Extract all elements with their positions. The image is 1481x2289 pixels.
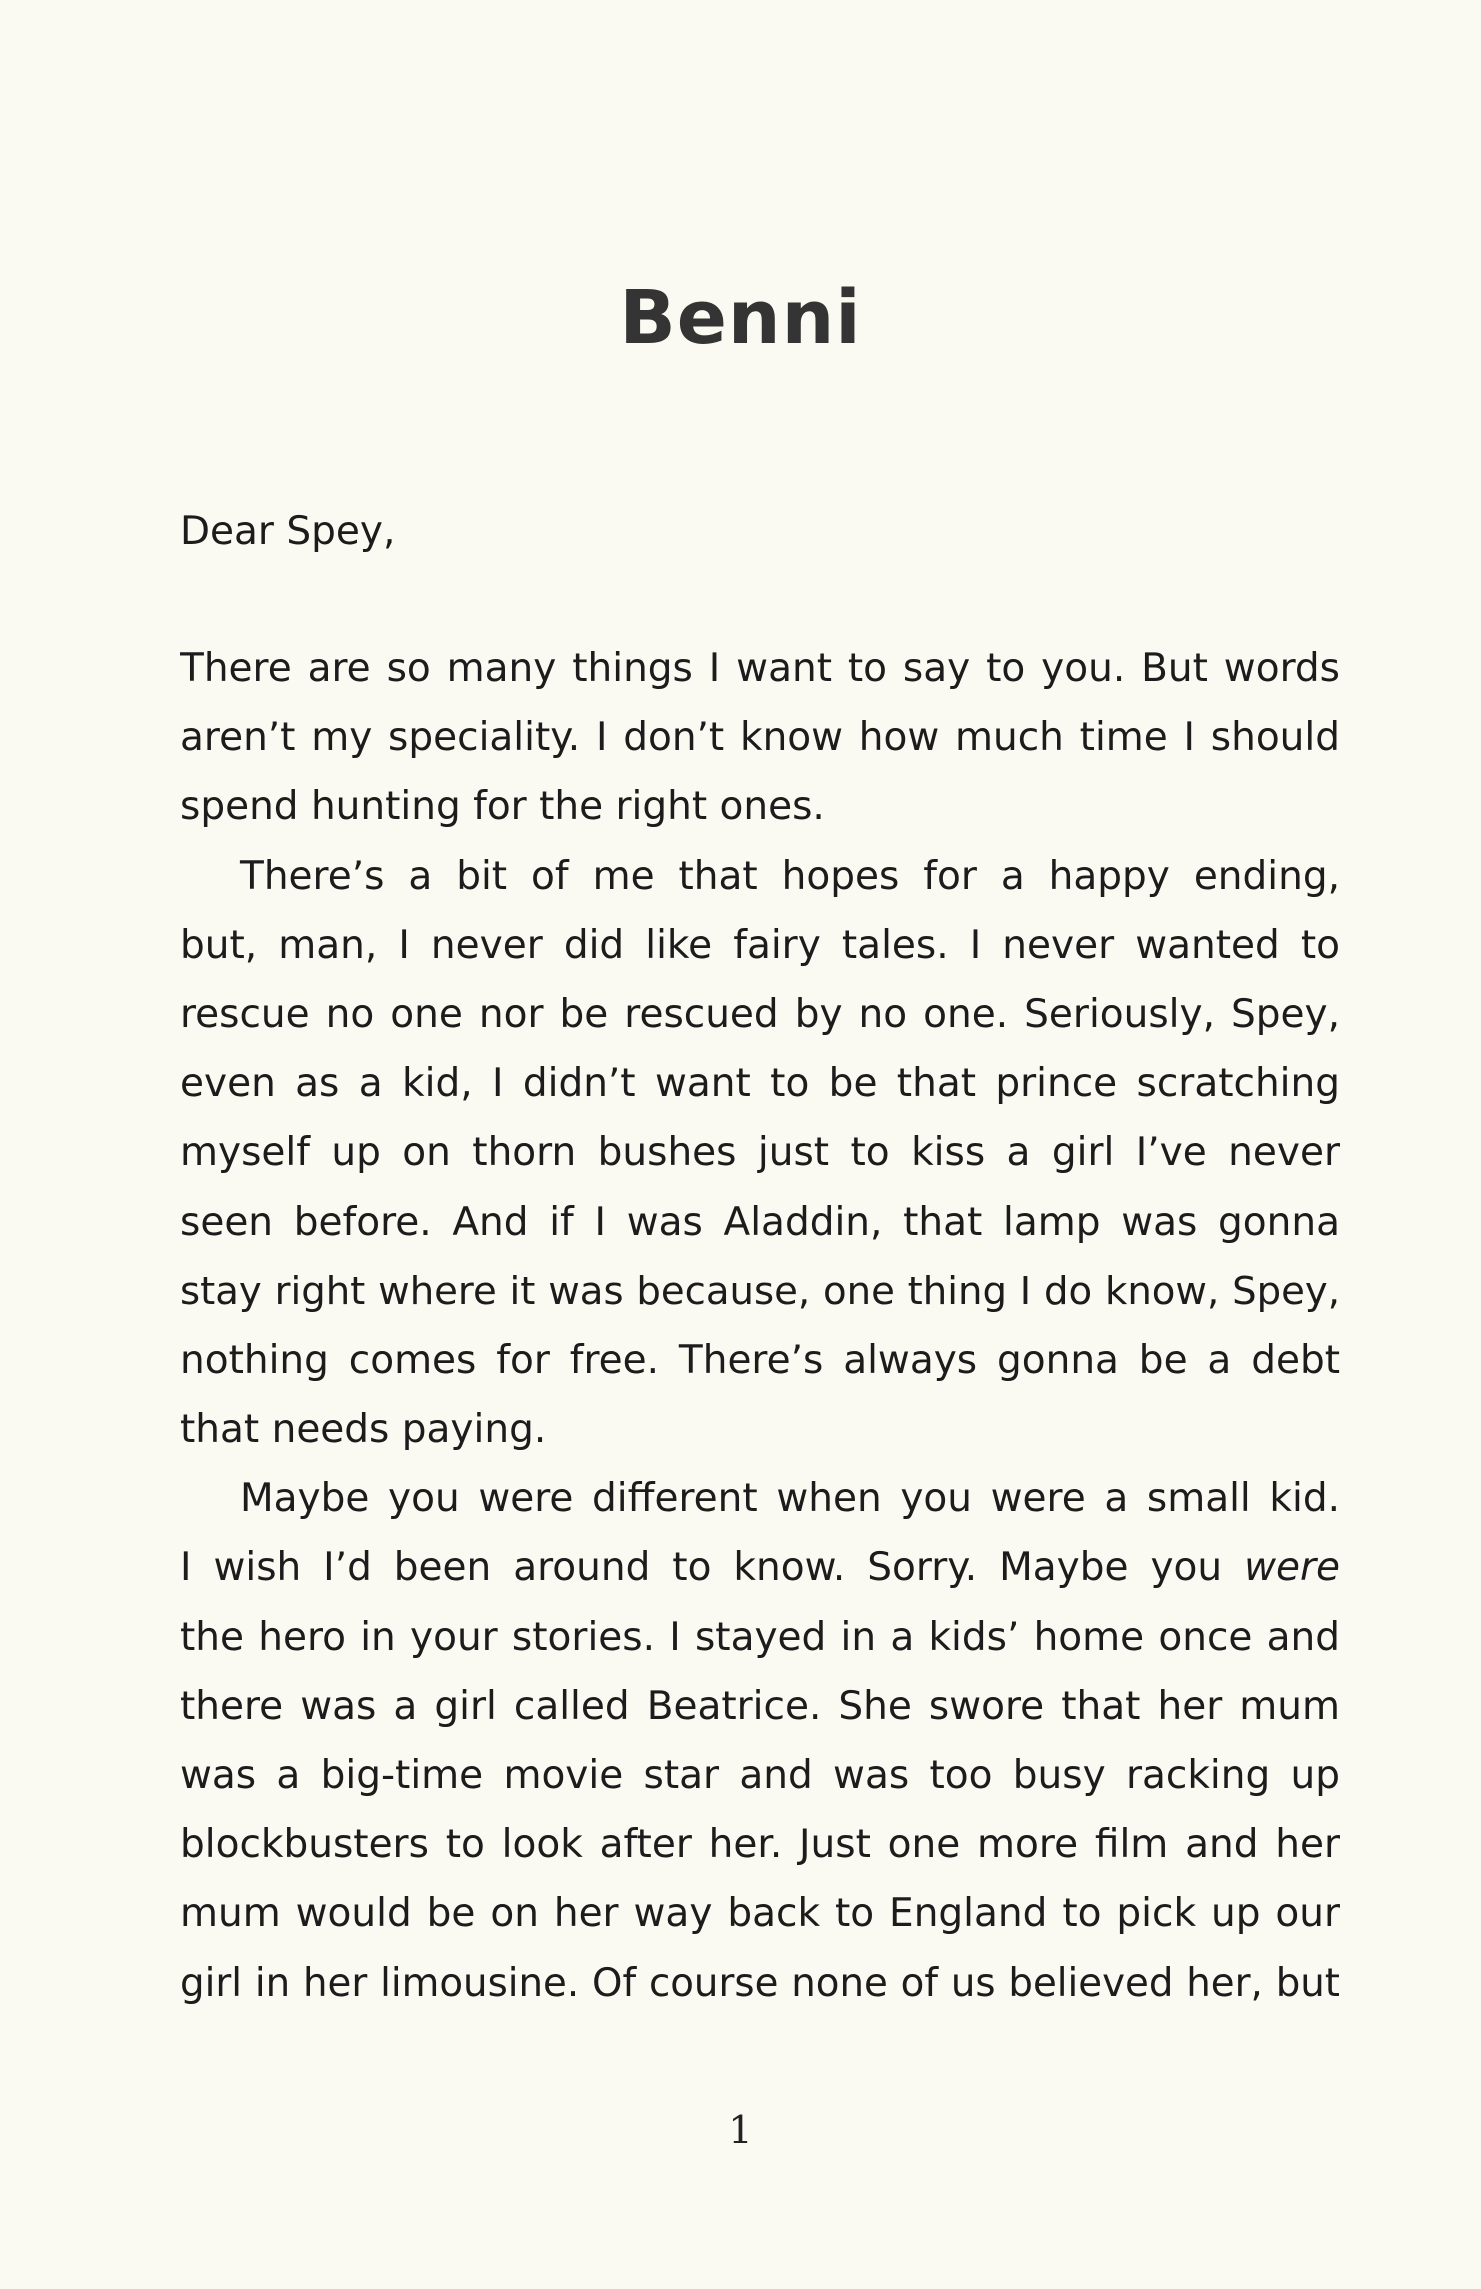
- text-line: that needs paying.: [180, 1407, 547, 1453]
- text-line: stay right where it was because, one thing I do know, Spey,: [180, 1268, 1340, 1314]
- text-line: There are so many things I want to say to you. But words: [180, 646, 1340, 691]
- text-line: there was a girl called Beatrice. She swore that her mum: [180, 1683, 1340, 1729]
- text-line: There’s a bit of me that hopes for a happy ending,: [240, 853, 1340, 899]
- letter-salutation: Dear Spey,: [180, 509, 396, 554]
- paragraph: [180, 634, 1340, 842]
- text-line: rescue no one nor be rescued by no one. Seriously, Spey,: [180, 991, 1340, 1037]
- text-line: aren’t my speciality. I don’t know how much time I should: [180, 715, 1340, 761]
- page-number: 1: [728, 2108, 753, 2152]
- text-line: girl in her limousine. Of course none of us believed her, but: [180, 1960, 1340, 2006]
- text-line: Maybe you were different when you were a small kid.: [240, 1476, 1340, 1522]
- text-line: was a big-time movie star and was too busy racking up: [180, 1753, 1340, 1798]
- paragraph: [180, 842, 1340, 1465]
- italic-emphasis: were: [1244, 1545, 1340, 1591]
- text-line: spend hunting for the right ones.: [180, 784, 825, 830]
- text-line: but, man, I never did like fairy tales. I never wanted to: [180, 922, 1340, 968]
- text-line: the hero in your stories. I stayed in a kids’ home once and: [180, 1614, 1340, 1660]
- text-line: [180, 1533, 1340, 1602]
- paragraph: [180, 1464, 1340, 2018]
- letter-body: [180, 634, 1340, 2018]
- text-line: seen before. And if I was Aladdin, that lamp was gonna: [180, 1199, 1340, 1245]
- text-line: blockbusters to look after her. Just one more film and her: [180, 1822, 1340, 1868]
- text-segment: I wish I’d been around to know. Sorry. Maybe you: [180, 1545, 1245, 1591]
- text-line: myself up on thorn bushes just to kiss a girl I’ve never: [180, 1130, 1340, 1176]
- chapter-title: Benni: [619, 275, 862, 361]
- text-line: nothing comes for free. There’s always gonna be a debt: [180, 1337, 1340, 1383]
- text-line: mum would be on her way back to England to pick up our: [180, 1891, 1340, 1937]
- text-line: even as a kid, I didn’t want to be that prince scratching: [180, 1061, 1340, 1107]
